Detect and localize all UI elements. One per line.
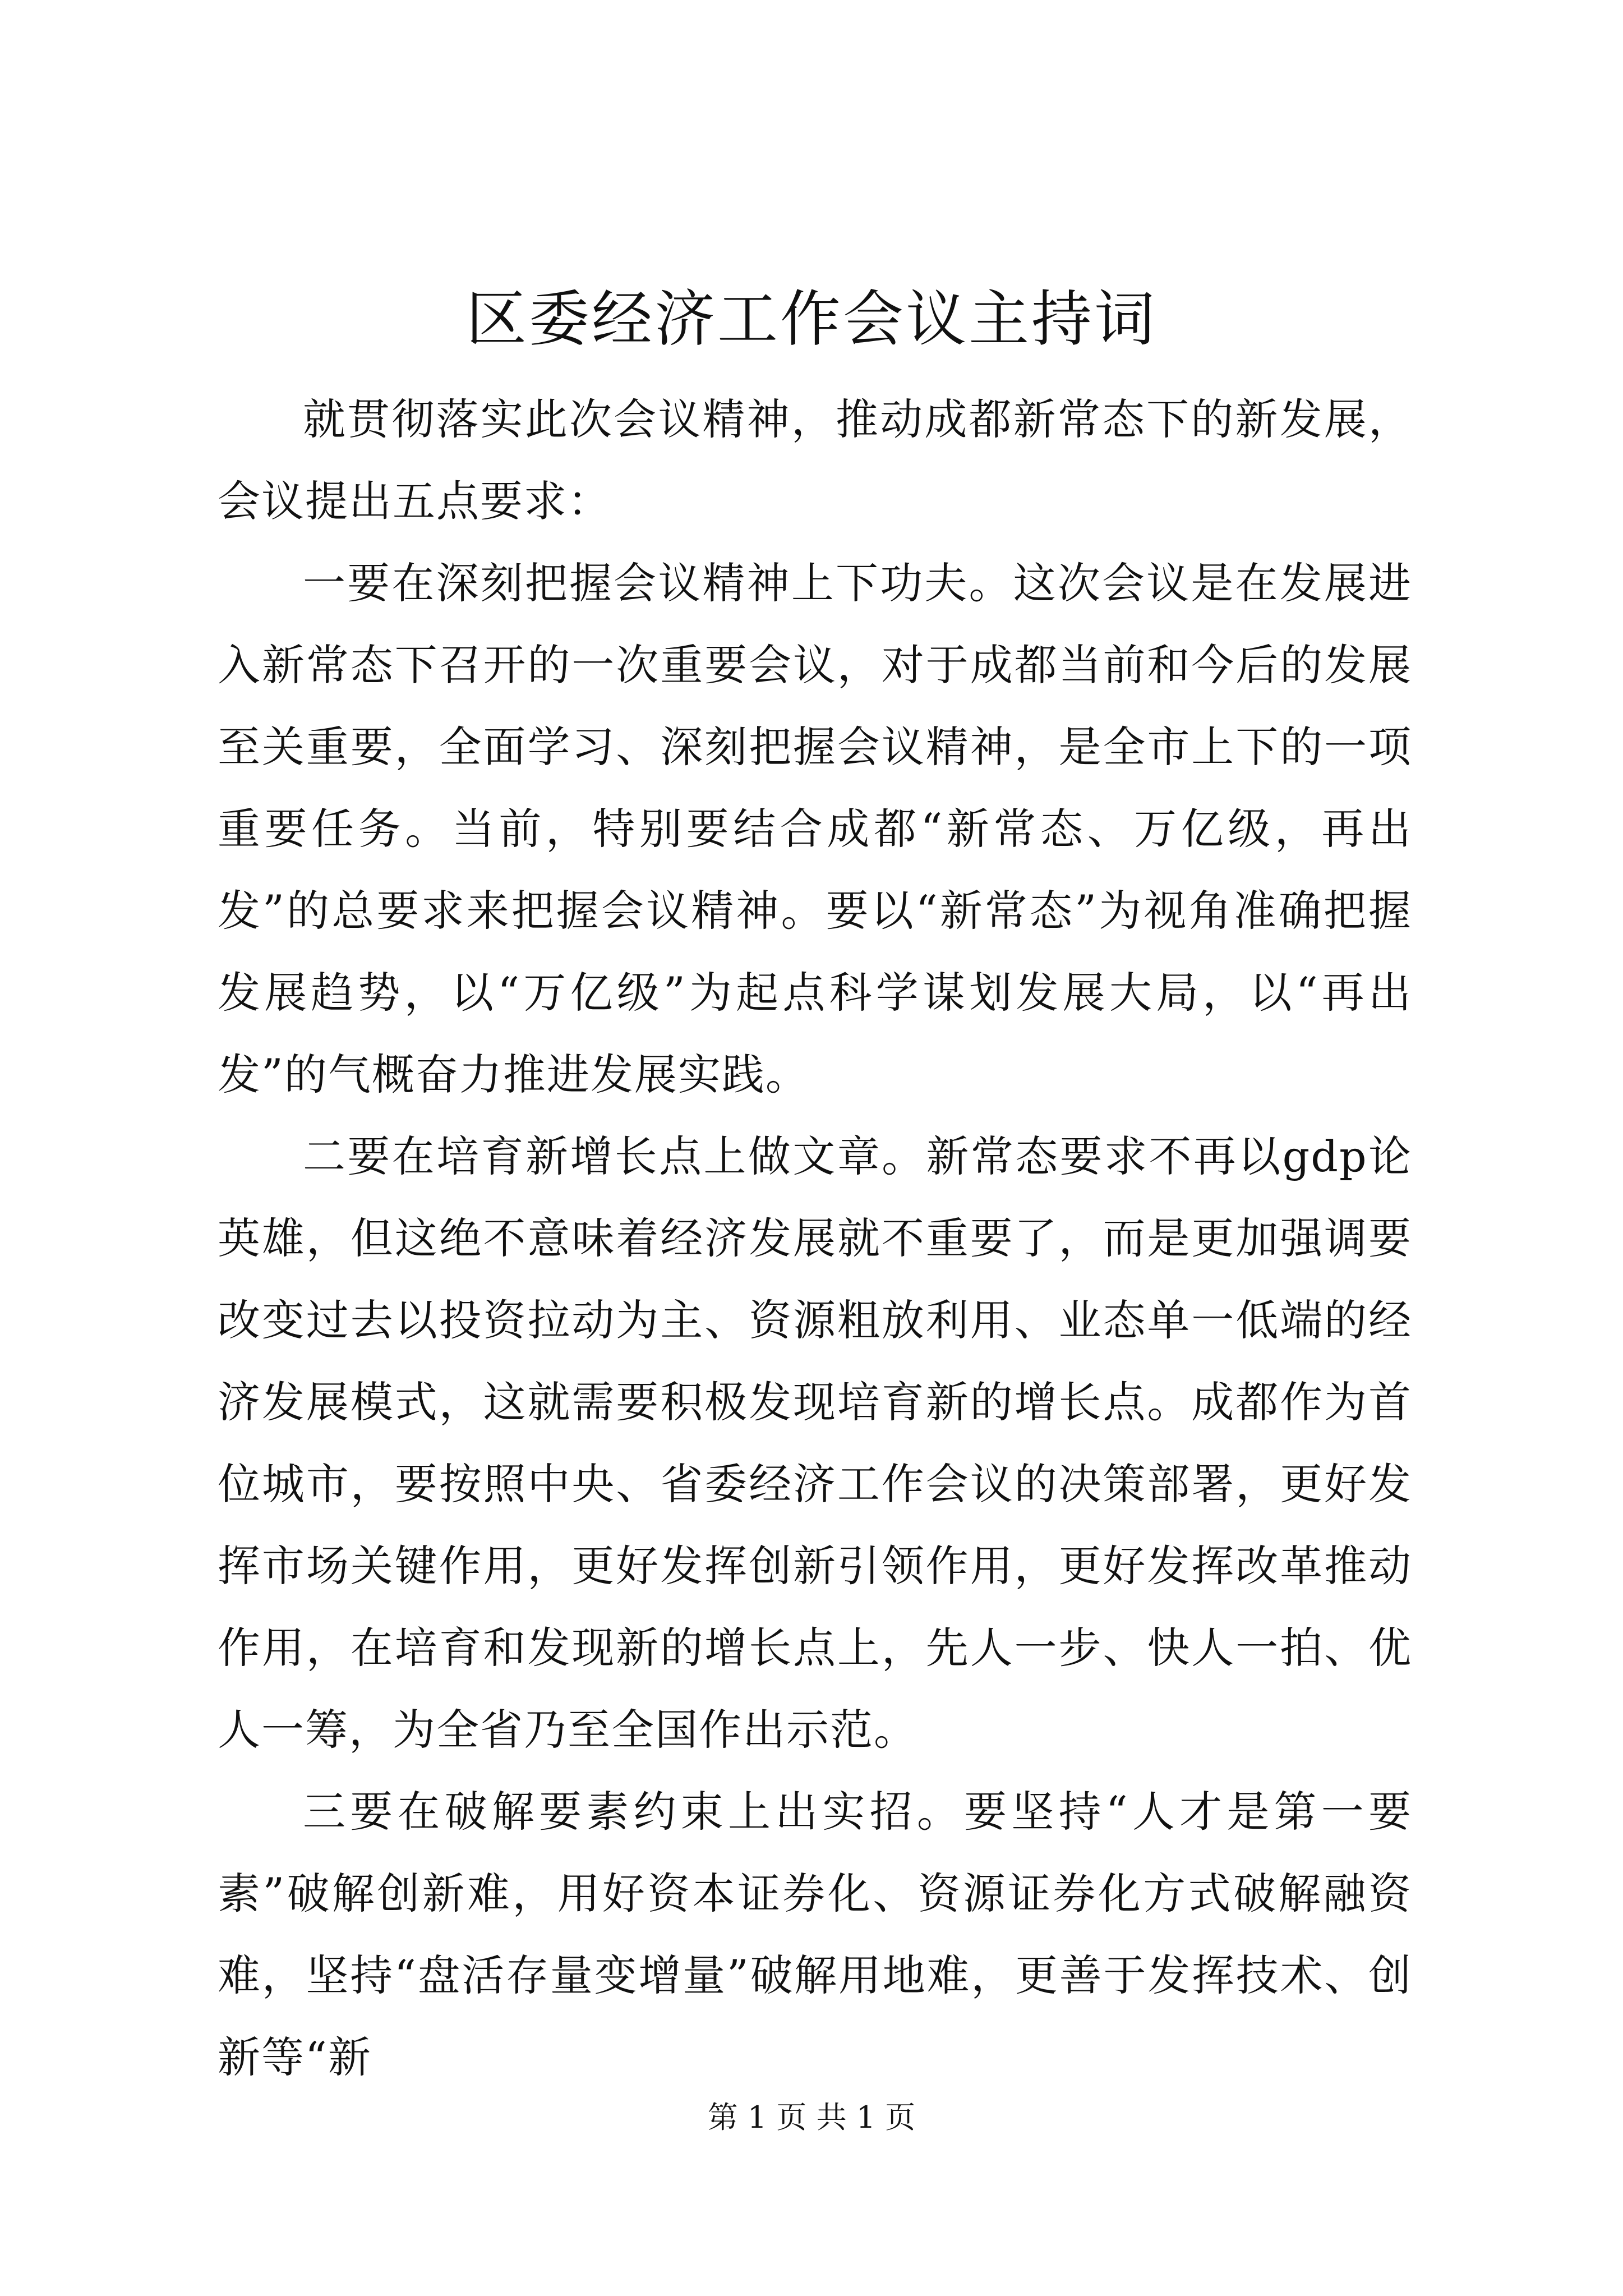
document-title: 区委经济工作会议主持词 (465, 284, 1157, 355)
paragraph-point-3: 三要在破解要素约束上出实招。要坚持“人才是第一要素”破解创新难，用好资本证券化、资源证券化方式破解融资难，坚持“盘活存量变增量”破解用地难，更善于发挥技术、创新等“新 (218, 1787, 1412, 2082)
document-body (218, 379, 1412, 2099)
page-footer: 第 1 页 共 1 页 (707, 2100, 916, 2135)
paragraph-intro: 就贯彻落实此次会议精神，推动成都新常态下的新发展，会议提出五点要求： (218, 394, 1412, 526)
paragraph-point-2: 二要在培育新增长点上做文章。新常态要求不再以gdp论英雄，但这绝不意味着经济发展就不重要了，而是更加强调要改变过去以投资拉动为主、资源粗放利用、业态单一低端的经济发展模式，这就需要积极发现培育新的增长点。成都作为首位城市，要按照中央、省委经济工作会议的决策部署，更好发挥市场关键作用，更好发挥创新引领作用，更好发挥改革推动作用，在培育和发现新的增长点上，先人一步、快人一拍、优人一筹，为全省乃至全国作出示范。 (218, 1131, 1412, 1755)
paragraph-point-1: 一要在深刻把握会议精神上下功夫。这次会议是在发展进入新常态下召开的一次重要会议，对于成都当前和今后的发展至关重要，全面学习、深刻把握会议精神，是全市上下的一项重要任务。当前，特别要结合成都“新常态、万亿级，再出发”的总要求来把握会议精神。要以“新常态”为视角准确把握发展趋势，以“万亿级”为起点科学谋划发展大局，以“再出发”的气概奋力推进发展实践。 (218, 558, 1412, 1099)
